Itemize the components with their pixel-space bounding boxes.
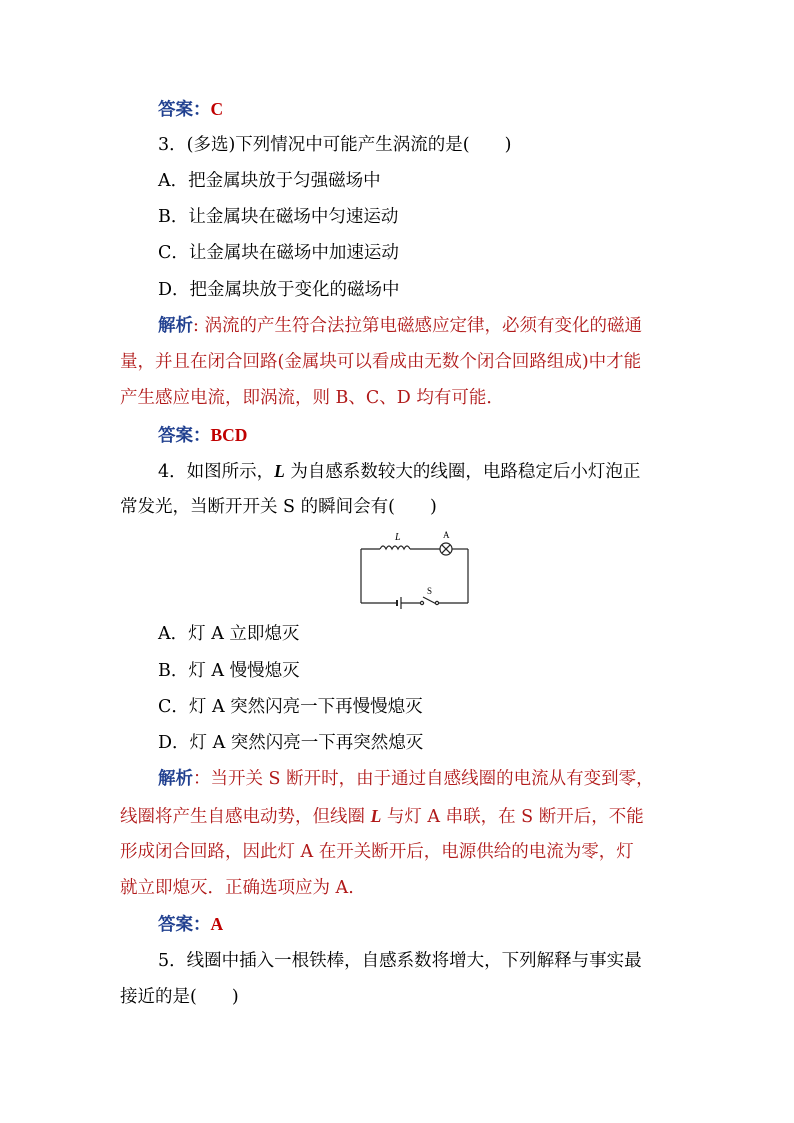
answer-value: C [210,99,224,119]
analysis-text: ：当开关 S 断开时，由于通过自感线圈的电流从有变到零， [193,769,654,789]
question-4-stem-line-2: 常发光，当断开开关 S 的瞬间会有( ) [120,497,437,517]
answer-value: A [210,914,224,934]
stem-symbol-l: L [274,461,285,481]
analysis-label: 解析 [158,769,193,789]
analysis-text: 与灯 A 串联，在 S 断开后，不能 [381,807,644,827]
q4-option-c: C．灯 A 突然闪亮一下再慢慢熄灭 [158,697,423,717]
q4-analysis-line-4: 就立即熄灭．正确选项应为 A. [120,878,354,898]
analysis-label: 解析 [158,316,193,336]
q4-analysis-line-2 [120,804,644,829]
q4-option-d: D．灯 A 突然闪亮一下再突然熄灭 [158,733,424,753]
analysis-symbol-l: L [370,806,382,826]
question-3-stem: 3．(多选)下列情况中可能产生涡流的是( ) [158,135,512,155]
answer-label: 答案： [158,915,211,935]
inductor-label: L [395,532,401,543]
q3-analysis-line-3: 产生感应电流，即涡流，则 B、C、D 均有可能． [120,388,504,408]
circuit-diagram [355,528,475,610]
q3-option-a: A．把金属块放于匀强磁场中 [158,171,381,191]
answer-line-q4 [158,912,223,937]
q3-option-d: D．把金属块放于变化的磁场中 [158,280,400,300]
question-5-stem-line-2: 接近的是( ) [120,987,239,1007]
switch-symbol [423,597,436,604]
q3-option-b: B．让金属块在磁场中匀速运动 [158,207,399,227]
q4-analysis-line-1 [158,767,654,791]
stem-text: 为自感系数较大的线圈，电路稳定后小灯泡正 [284,462,641,482]
q3-option-c: C．让金属块在磁场中加速运动 [158,243,399,263]
answer-label: 答案： [158,426,211,446]
q3-analysis-line-2: 量，并且在闭合回路(金属块可以看成由无数个闭合回路组成)中才能 [120,352,642,372]
analysis-text: : 涡流的产生符合法拉第电磁感应定律，必须有变化的磁通 [193,316,642,336]
q4-option-a: A．灯 A 立即熄灭 [158,624,300,644]
answer-line-q3 [158,423,247,448]
stem-text: 4．如图所示， [158,462,275,482]
q3-analysis-line-1 [158,314,642,338]
question-5-stem-line-1: 5．线圈中插入一根铁棒，自感系数将增大，下列解释与事实最 [158,951,642,971]
q4-analysis-line-3: 形成闭合回路，因此灯 A 在开关断开后，电源供给的电流为零，灯 [120,842,634,862]
question-4-stem-line-1 [158,459,640,484]
switch-label: S [427,586,433,596]
answer-value: BCD [210,425,248,445]
answer-label: 答案： [158,100,211,120]
inductor-coil [380,546,410,549]
lamp-label: A [443,530,450,540]
analysis-text: 线圈将产生自感电动势，但线圈 [120,807,371,827]
q4-option-b: B．灯 A 慢慢熄灭 [158,661,300,681]
answer-line-q2 [158,97,223,122]
